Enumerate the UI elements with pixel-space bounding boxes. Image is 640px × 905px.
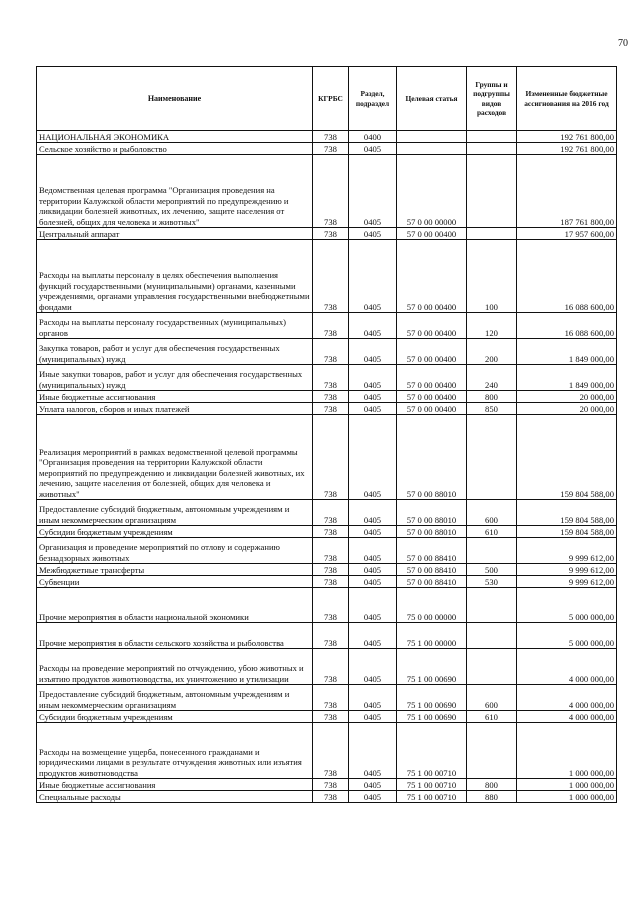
cell-kgrbs: 738	[313, 313, 349, 339]
cell-kgrbs: 738	[313, 228, 349, 240]
cell-group	[467, 155, 517, 228]
cell-kgrbs: 738	[313, 779, 349, 791]
cell-target: 57 0 00 88410	[397, 538, 467, 564]
cell-amount: 4 000 000,00	[517, 649, 617, 685]
cell-name: Предоставление субсидий бюджетным, автономным учреждениям и иным некоммерческим организациям	[37, 685, 313, 711]
header-kgrbs: КГРБС	[313, 67, 349, 131]
table-row	[37, 143, 617, 155]
cell-group: 880	[467, 791, 517, 803]
cell-amount: 16 088 600,00	[517, 313, 617, 339]
cell-group	[467, 228, 517, 240]
cell-target: 57 0 00 00400	[397, 403, 467, 415]
cell-section: 0405	[349, 500, 397, 526]
cell-target: 57 0 00 88410	[397, 576, 467, 588]
cell-kgrbs: 738	[313, 588, 349, 623]
cell-section: 0405	[349, 649, 397, 685]
cell-target	[397, 131, 467, 143]
cell-name: Иные закупки товаров, работ и услуг для обеспечения государственных (муниципальных) нужд	[37, 365, 313, 391]
cell-amount: 192 761 800,00	[517, 131, 617, 143]
cell-name: НАЦИОНАЛЬНАЯ ЭКОНОМИКА	[37, 131, 313, 143]
cell-target: 75 1 00 00710	[397, 791, 467, 803]
cell-name: Расходы на возмещение ущерба, понесенного гражданами и юридическими лицами в результате отчуждения животных или изъятия продуктов животноводства	[37, 723, 313, 779]
cell-target: 57 0 00 00400	[397, 365, 467, 391]
cell-kgrbs: 738	[313, 143, 349, 155]
cell-name: Организация и проведение мероприятий по отлову и содержанию безнадзорных животных	[37, 538, 313, 564]
cell-section: 0405	[349, 526, 397, 538]
table-row	[37, 564, 617, 576]
cell-target: 57 0 00 00400	[397, 391, 467, 403]
cell-kgrbs: 738	[313, 500, 349, 526]
cell-kgrbs: 738	[313, 685, 349, 711]
cell-name: Предоставление субсидий бюджетным, автономным учреждениям и иным некоммерческим организациям	[37, 500, 313, 526]
table-row	[37, 365, 617, 391]
cell-group	[467, 538, 517, 564]
cell-group: 610	[467, 526, 517, 538]
cell-name: Субсидии бюджетным учреждениям	[37, 711, 313, 723]
cell-amount: 9 999 612,00	[517, 576, 617, 588]
table-header-row	[37, 67, 617, 131]
cell-section: 0405	[349, 791, 397, 803]
cell-amount: 1 849 000,00	[517, 339, 617, 365]
cell-section: 0405	[349, 391, 397, 403]
cell-amount: 5 000 000,00	[517, 588, 617, 623]
cell-kgrbs: 738	[313, 391, 349, 403]
table-row	[37, 391, 617, 403]
cell-name: Субвенции	[37, 576, 313, 588]
cell-target: 75 1 00 00710	[397, 723, 467, 779]
table-row	[37, 155, 617, 228]
cell-kgrbs: 738	[313, 576, 349, 588]
cell-kgrbs: 738	[313, 538, 349, 564]
table-body	[37, 131, 617, 803]
cell-name: Расходы на проведение мероприятий по отчуждению, убою животных и изъятию продуктов животноводства, их уничтожению и утилизации	[37, 649, 313, 685]
table-row	[37, 131, 617, 143]
cell-group	[467, 649, 517, 685]
cell-section: 0405	[349, 228, 397, 240]
cell-kgrbs: 738	[313, 623, 349, 649]
cell-group	[467, 143, 517, 155]
cell-amount: 1 000 000,00	[517, 791, 617, 803]
table-row	[37, 313, 617, 339]
cell-group	[467, 723, 517, 779]
cell-section: 0405	[349, 143, 397, 155]
cell-amount: 9 999 612,00	[517, 564, 617, 576]
page-number: 70	[618, 38, 628, 49]
cell-name: Уплата налогов, сборов и иных платежей	[37, 403, 313, 415]
cell-kgrbs: 738	[313, 131, 349, 143]
cell-name: Расходы на выплаты персоналу в целях обеспечения выполнения функций государственными (муниципальными) органами, казенными учреждениями, органами управления государственными внебюджетными фондами	[37, 240, 313, 313]
cell-group: 530	[467, 576, 517, 588]
cell-name: Субсидии бюджетным учреждениям	[37, 526, 313, 538]
table-row	[37, 588, 617, 623]
cell-name: Иные бюджетные ассигнования	[37, 779, 313, 791]
cell-amount: 20 000,00	[517, 391, 617, 403]
cell-amount: 20 000,00	[517, 403, 617, 415]
cell-group: 100	[467, 240, 517, 313]
cell-name: Центральный аппарат	[37, 228, 313, 240]
cell-section: 0405	[349, 564, 397, 576]
table-row	[37, 723, 617, 779]
cell-group	[467, 131, 517, 143]
cell-section: 0400	[349, 131, 397, 143]
cell-amount: 1 849 000,00	[517, 365, 617, 391]
header-target: Целевая статья	[397, 67, 467, 131]
cell-group: 600	[467, 500, 517, 526]
cell-kgrbs: 738	[313, 711, 349, 723]
cell-section: 0405	[349, 415, 397, 500]
cell-name: Межбюджетные трансферты	[37, 564, 313, 576]
cell-target	[397, 143, 467, 155]
cell-kgrbs: 738	[313, 339, 349, 365]
table-row	[37, 685, 617, 711]
cell-target: 75 1 00 00000	[397, 623, 467, 649]
table-row	[37, 791, 617, 803]
cell-group: 600	[467, 685, 517, 711]
cell-kgrbs: 738	[313, 403, 349, 415]
header-amount: Измененные бюджетные ассигнования на 2016 год	[517, 67, 617, 131]
cell-target: 57 0 00 00400	[397, 313, 467, 339]
cell-section: 0405	[349, 240, 397, 313]
cell-group: 200	[467, 339, 517, 365]
cell-target: 75 0 00 00000	[397, 588, 467, 623]
cell-section: 0405	[349, 723, 397, 779]
cell-name: Специальные расходы	[37, 791, 313, 803]
cell-kgrbs: 738	[313, 791, 349, 803]
cell-target: 57 0 00 88010	[397, 500, 467, 526]
cell-name: Сельское хозяйство и рыболовство	[37, 143, 313, 155]
cell-kgrbs: 738	[313, 240, 349, 313]
cell-kgrbs: 738	[313, 155, 349, 228]
cell-section: 0405	[349, 339, 397, 365]
cell-group: 500	[467, 564, 517, 576]
cell-kgrbs: 738	[313, 415, 349, 500]
cell-target: 75 1 00 00710	[397, 779, 467, 791]
cell-kgrbs: 738	[313, 526, 349, 538]
header-section: Раздел, подраздел	[349, 67, 397, 131]
cell-amount: 4 000 000,00	[517, 685, 617, 711]
cell-section: 0405	[349, 538, 397, 564]
cell-kgrbs: 738	[313, 723, 349, 779]
cell-target: 75 1 00 00690	[397, 685, 467, 711]
cell-target: 57 0 00 00400	[397, 240, 467, 313]
cell-name: Закупка товаров, работ и услуг для обеспечения государственных (муниципальных) нужд	[37, 339, 313, 365]
table-row	[37, 538, 617, 564]
cell-section: 0405	[349, 779, 397, 791]
cell-section: 0405	[349, 685, 397, 711]
cell-target: 57 0 00 00000	[397, 155, 467, 228]
cell-amount: 187 761 800,00	[517, 155, 617, 228]
cell-name: Прочие мероприятия в области национальной экономики	[37, 588, 313, 623]
cell-amount: 159 804 588,00	[517, 500, 617, 526]
cell-section: 0405	[349, 313, 397, 339]
table-row	[37, 576, 617, 588]
table-row	[37, 500, 617, 526]
cell-target: 75 1 00 00690	[397, 649, 467, 685]
cell-kgrbs: 738	[313, 564, 349, 576]
cell-name: Реализация мероприятий в рамках ведомственной целевой программы "Организация проведения на территории Калужской области мероприятий по предупреждению и ликвидации болезней животных, их лечению, защите населения от болезней, общих для человека и животных"	[37, 415, 313, 500]
table-row	[37, 240, 617, 313]
cell-name: Ведомственная целевая программа "Организация проведения на территории Калужской области мероприятий по предупреждению и ликвидации болезней животных, их лечению, защите населения от болезней, общих для человека и животных"	[37, 155, 313, 228]
cell-target: 75 1 00 00690	[397, 711, 467, 723]
cell-amount: 1 000 000,00	[517, 779, 617, 791]
cell-group	[467, 588, 517, 623]
cell-amount: 159 804 588,00	[517, 526, 617, 538]
cell-kgrbs: 738	[313, 365, 349, 391]
cell-group: 610	[467, 711, 517, 723]
cell-group: 120	[467, 313, 517, 339]
table-row	[37, 403, 617, 415]
cell-group	[467, 623, 517, 649]
cell-group: 850	[467, 403, 517, 415]
table-row	[37, 649, 617, 685]
cell-kgrbs: 738	[313, 649, 349, 685]
cell-section: 0405	[349, 588, 397, 623]
cell-amount: 4 000 000,00	[517, 711, 617, 723]
cell-group: 800	[467, 391, 517, 403]
table-row	[37, 228, 617, 240]
cell-amount: 159 804 588,00	[517, 415, 617, 500]
cell-name: Иные бюджетные ассигнования	[37, 391, 313, 403]
cell-amount: 9 999 612,00	[517, 538, 617, 564]
table-row	[37, 526, 617, 538]
cell-name: Расходы на выплаты персоналу государственных (муниципальных) органов	[37, 313, 313, 339]
table-row	[37, 339, 617, 365]
cell-section: 0405	[349, 365, 397, 391]
cell-group: 240	[467, 365, 517, 391]
cell-section: 0405	[349, 155, 397, 228]
cell-amount: 17 957 600,00	[517, 228, 617, 240]
cell-target: 57 0 00 88410	[397, 564, 467, 576]
budget-table	[36, 66, 617, 803]
cell-amount: 5 000 000,00	[517, 623, 617, 649]
cell-target: 57 0 00 00400	[397, 339, 467, 365]
cell-target: 57 0 00 88010	[397, 415, 467, 500]
cell-section: 0405	[349, 576, 397, 588]
header-name: Наименование	[37, 67, 313, 131]
table-row	[37, 711, 617, 723]
cell-name: Прочие мероприятия в области сельского хозяйства и рыболовства	[37, 623, 313, 649]
cell-target: 57 0 00 88010	[397, 526, 467, 538]
cell-group: 800	[467, 779, 517, 791]
table-row	[37, 623, 617, 649]
cell-amount: 1 000 000,00	[517, 723, 617, 779]
cell-section: 0405	[349, 711, 397, 723]
cell-amount: 16 088 600,00	[517, 240, 617, 313]
table-row	[37, 415, 617, 500]
cell-group	[467, 415, 517, 500]
cell-target: 57 0 00 00400	[397, 228, 467, 240]
cell-section: 0405	[349, 403, 397, 415]
cell-section: 0405	[349, 623, 397, 649]
header-group: Группы и подгруппы видов расходов	[467, 67, 517, 131]
cell-amount: 192 761 800,00	[517, 143, 617, 155]
table-row	[37, 779, 617, 791]
